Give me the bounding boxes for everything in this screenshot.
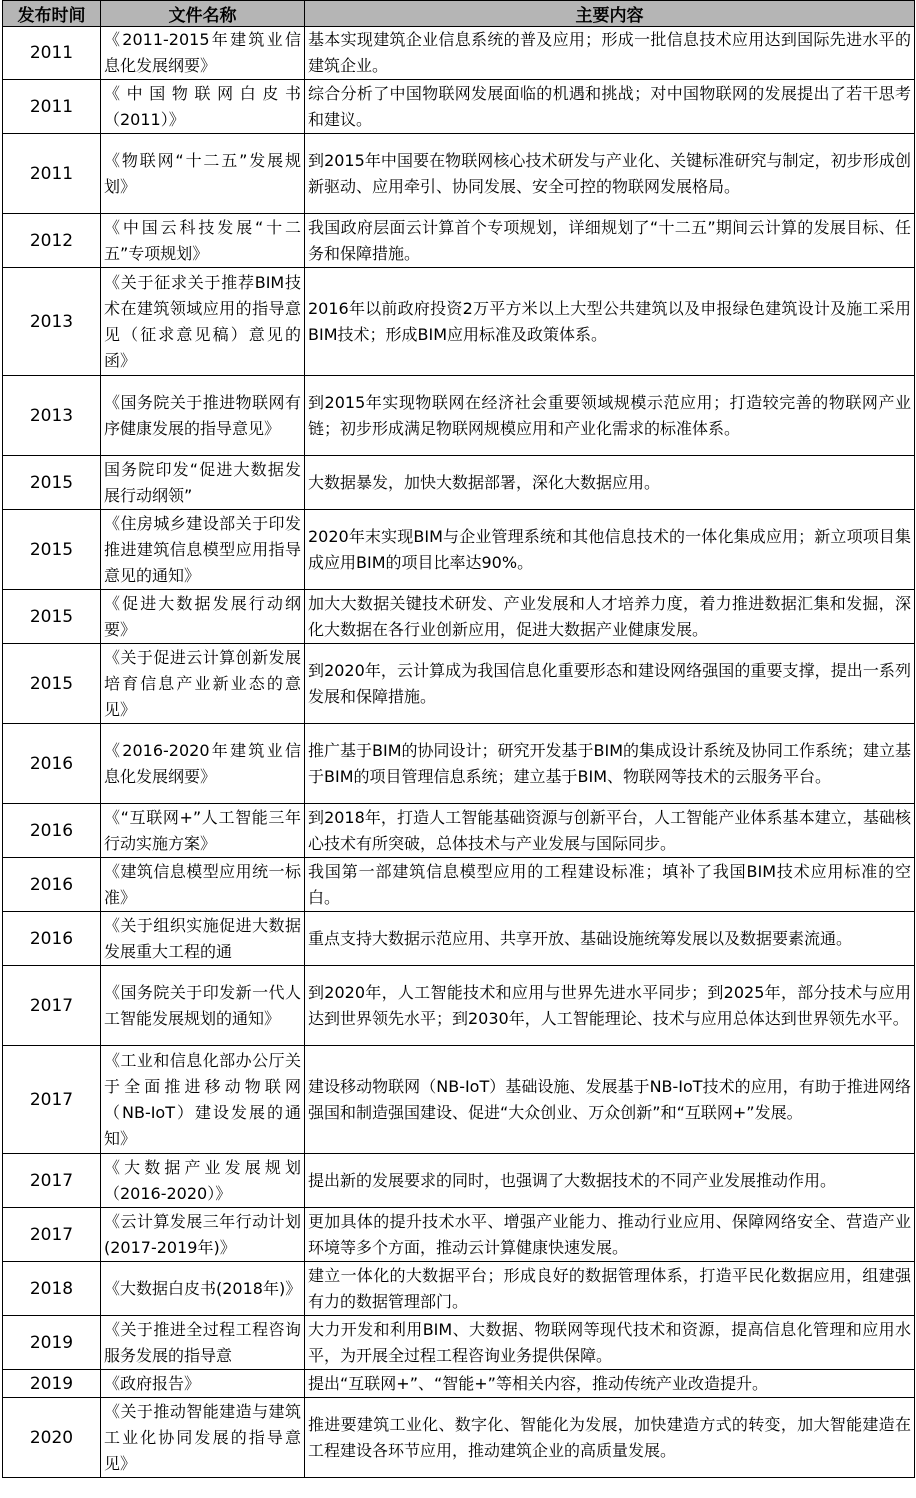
row-name: 国务院印发“促进大数据发展行动纲领” [101,456,305,510]
row-content: 我国第一部建筑信息模型应用的工程建设标准；填补了我国BIM技术应用标准的空白。 [305,858,915,912]
table-row [3,80,915,134]
header-row [3,1,915,27]
row-year: 2020 [3,1398,101,1478]
row-name: 《中国物联网白皮书（2011）》 [101,80,305,134]
row-year: 2018 [3,1262,101,1316]
row-content: 推广基于BIM的协同设计；研究开发基于BIM的集成设计系统及协同工作系统；建立基于BIM的项目管理信息系统；建立基于BIM、物联网等技术的云服务平台。 [305,724,915,804]
row-content: 2020年末实现BIM与企业管理系统和其他信息技术的一体化集成应用；新立项项目集成应用BIM的项目比率达90%。 [305,510,915,590]
row-year: 2013 [3,376,101,456]
table-row [3,912,915,966]
row-content: 综合分析了中国物联网发展面临的机遇和挑战；对中国物联网的发展提出了若干思考和建议。 [305,80,915,134]
table-row [3,858,915,912]
row-year: 2017 [3,1208,101,1262]
row-content: 推进要建筑工业化、数字化、智能化为发展，加快建造方式的转变，加大智能建造在工程建设各环节应用，推动建筑企业的高质量发展。 [305,1398,915,1478]
row-name: 《大数据白皮书(2018年)》 [101,1262,305,1316]
row-year: 2017 [3,1046,101,1154]
header-content: 主要内容 [305,1,915,27]
row-content: 更加具体的提升技术水平、增强产业能力、推动行业应用、保障网络安全、营造产业环境等多个方面，推动云计算健康快速发展。 [305,1208,915,1262]
table-row [3,1262,915,1316]
row-name: 《2016-2020年建筑业信息化发展纲要》 [101,724,305,804]
row-content: 到2018年，打造人工智能基础资源与创新平台，人工智能产业体系基本建立，基础核心技术有所突破，总体技术与产业发展与国际同步。 [305,804,915,858]
row-name: 《关于征求关于推荐BIM技术在建筑领域应用的指导意见（征求意见稿）意见的函》 [101,268,305,376]
row-year: 2011 [3,80,101,134]
row-name: 《建筑信息模型应用统一标准》 [101,858,305,912]
table-row [3,966,915,1046]
table-row [3,644,915,724]
table-row [3,804,915,858]
row-content: 到2015年中国要在物联网核心技术研发与产业化、关键标准研究与制定，初步形成创新驱动、应用牵引、协同发展、安全可控的物联网发展格局。 [305,134,915,214]
row-name: 《关于推动智能建造与建筑工业化协同发展的指导意见》 [101,1398,305,1478]
row-name: 《工业和信息化部办公厅关于全面推进移动物联网（NB-IoT）建设发展的通知》 [101,1046,305,1154]
row-year: 2019 [3,1316,101,1370]
row-name: 《促进大数据发展行动纲要》 [101,590,305,644]
table-row [3,1208,915,1262]
table-row [3,27,915,80]
row-year: 2013 [3,268,101,376]
row-content: 提出“互联网+”、“智能+”等相关内容，推动传统产业改造提升。 [305,1370,915,1398]
row-content: 加大大数据关键技术研发、产业发展和人才培养力度，着力推进数据汇集和发掘，深化大数据在各行业创新应用，促进大数据产业健康发展。 [305,590,915,644]
row-content: 我国政府层面云计算首个专项规划，详细规划了“十二五”期间云计算的发展目标、任务和保障措施。 [305,214,915,268]
row-year: 2015 [3,590,101,644]
header-year: 发布时间 [3,1,101,27]
header-name: 文件名称 [101,1,305,27]
table-row [3,724,915,804]
row-content: 到2015年实现物联网在经济社会重要领域规模示范应用；打造较完善的物联网产业链；初步形成满足物联网规模应用和产业化需求的标准体系。 [305,376,915,456]
table-row [3,1154,915,1208]
row-name: 《关于推进全过程工程咨询服务发展的指导意 [101,1316,305,1370]
row-name: 《政府报告》 [101,1370,305,1398]
row-year: 2016 [3,724,101,804]
row-content: 建立一体化的大数据平台；形成良好的数据管理体系，打造平民化数据应用，组建强有力的数据管理部门。 [305,1262,915,1316]
row-year: 2017 [3,966,101,1046]
row-name: 《2011-2015年建筑业信息化发展纲要》 [101,27,305,80]
row-name: 《国务院关于推进物联网有序健康发展的指导意见》 [101,376,305,456]
row-year: 2016 [3,804,101,858]
row-year: 2011 [3,134,101,214]
row-year: 2015 [3,510,101,590]
row-content: 到2020年，人工智能技术和应用与世界先进水平同步；到2025年，部分技术与应用达到世界领先水平；到2030年，人工智能理论、技术与应用总体达到世界领先水平。 [305,966,915,1046]
row-name: 《“互联网+”人工智能三年行动实施方案》 [101,804,305,858]
row-name: 《大数据产业发展规划（2016-2020）》 [101,1154,305,1208]
table-row [3,376,915,456]
row-name: 《住房城乡建设部关于印发推进建筑信息模型应用指导意见的通知》 [101,510,305,590]
table-row [3,1316,915,1370]
table-row [3,1398,915,1478]
table-row [3,268,915,376]
row-year: 2015 [3,456,101,510]
table-row [3,510,915,590]
row-name: 《中国云科技发展“十二五”专项规划》 [101,214,305,268]
policy-table [2,0,915,1478]
table-row [3,134,915,214]
row-content: 到2020年，云计算成为我国信息化重要形态和建设网络强国的重要支撑，提出一系列发展和保障措施。 [305,644,915,724]
row-content: 重点支持大数据示范应用、共享开放、基础设施统筹发展以及数据要素流通。 [305,912,915,966]
table-row [3,456,915,510]
row-name: 《云计算发展三年行动计划(2017-2019年)》 [101,1208,305,1262]
row-name: 《关于组织实施促进大数据发展重大工程的通 [101,912,305,966]
row-year: 2016 [3,858,101,912]
row-content: 基本实现建筑企业信息系统的普及应用；形成一批信息技术应用达到国际先进水平的建筑企业。 [305,27,915,80]
row-year: 2019 [3,1370,101,1398]
table-row [3,1370,915,1398]
row-content: 提出新的发展要求的同时，也强调了大数据技术的不同产业发展推动作用。 [305,1154,915,1208]
row-content: 2016年以前政府投资2万平方米以上大型公共建筑以及申报绿色建筑设计及施工采用BIM技术；形成BIM应用标准及政策体系。 [305,268,915,376]
row-name: 《关于促进云计算创新发展培育信息产业新业态的意见》 [101,644,305,724]
table-row [3,214,915,268]
row-year: 2011 [3,27,101,80]
row-year: 2015 [3,644,101,724]
row-name: 《物联网“十二五”发展规划》 [101,134,305,214]
table-body [3,27,915,1478]
table-row [3,590,915,644]
row-year: 2017 [3,1154,101,1208]
row-name: 《国务院关于印发新一代人工智能发展规划的通知》 [101,966,305,1046]
row-content: 大数据暴发，加快大数据部署，深化大数据应用。 [305,456,915,510]
row-year: 2012 [3,214,101,268]
row-content: 建设移动物联网（NB-IoT）基础设施、发展基于NB-IoT技术的应用，有助于推进网络强国和制造强国建设、促进“大众创业、万众创新”和“互联网+”发展。 [305,1046,915,1154]
row-content: 大力开发和利用BIM、大数据、物联网等现代技术和资源，提高信息化管理和应用水平，为开展全过程工程咨询业务提供保障。 [305,1316,915,1370]
table-row [3,1046,915,1154]
row-year: 2016 [3,912,101,966]
